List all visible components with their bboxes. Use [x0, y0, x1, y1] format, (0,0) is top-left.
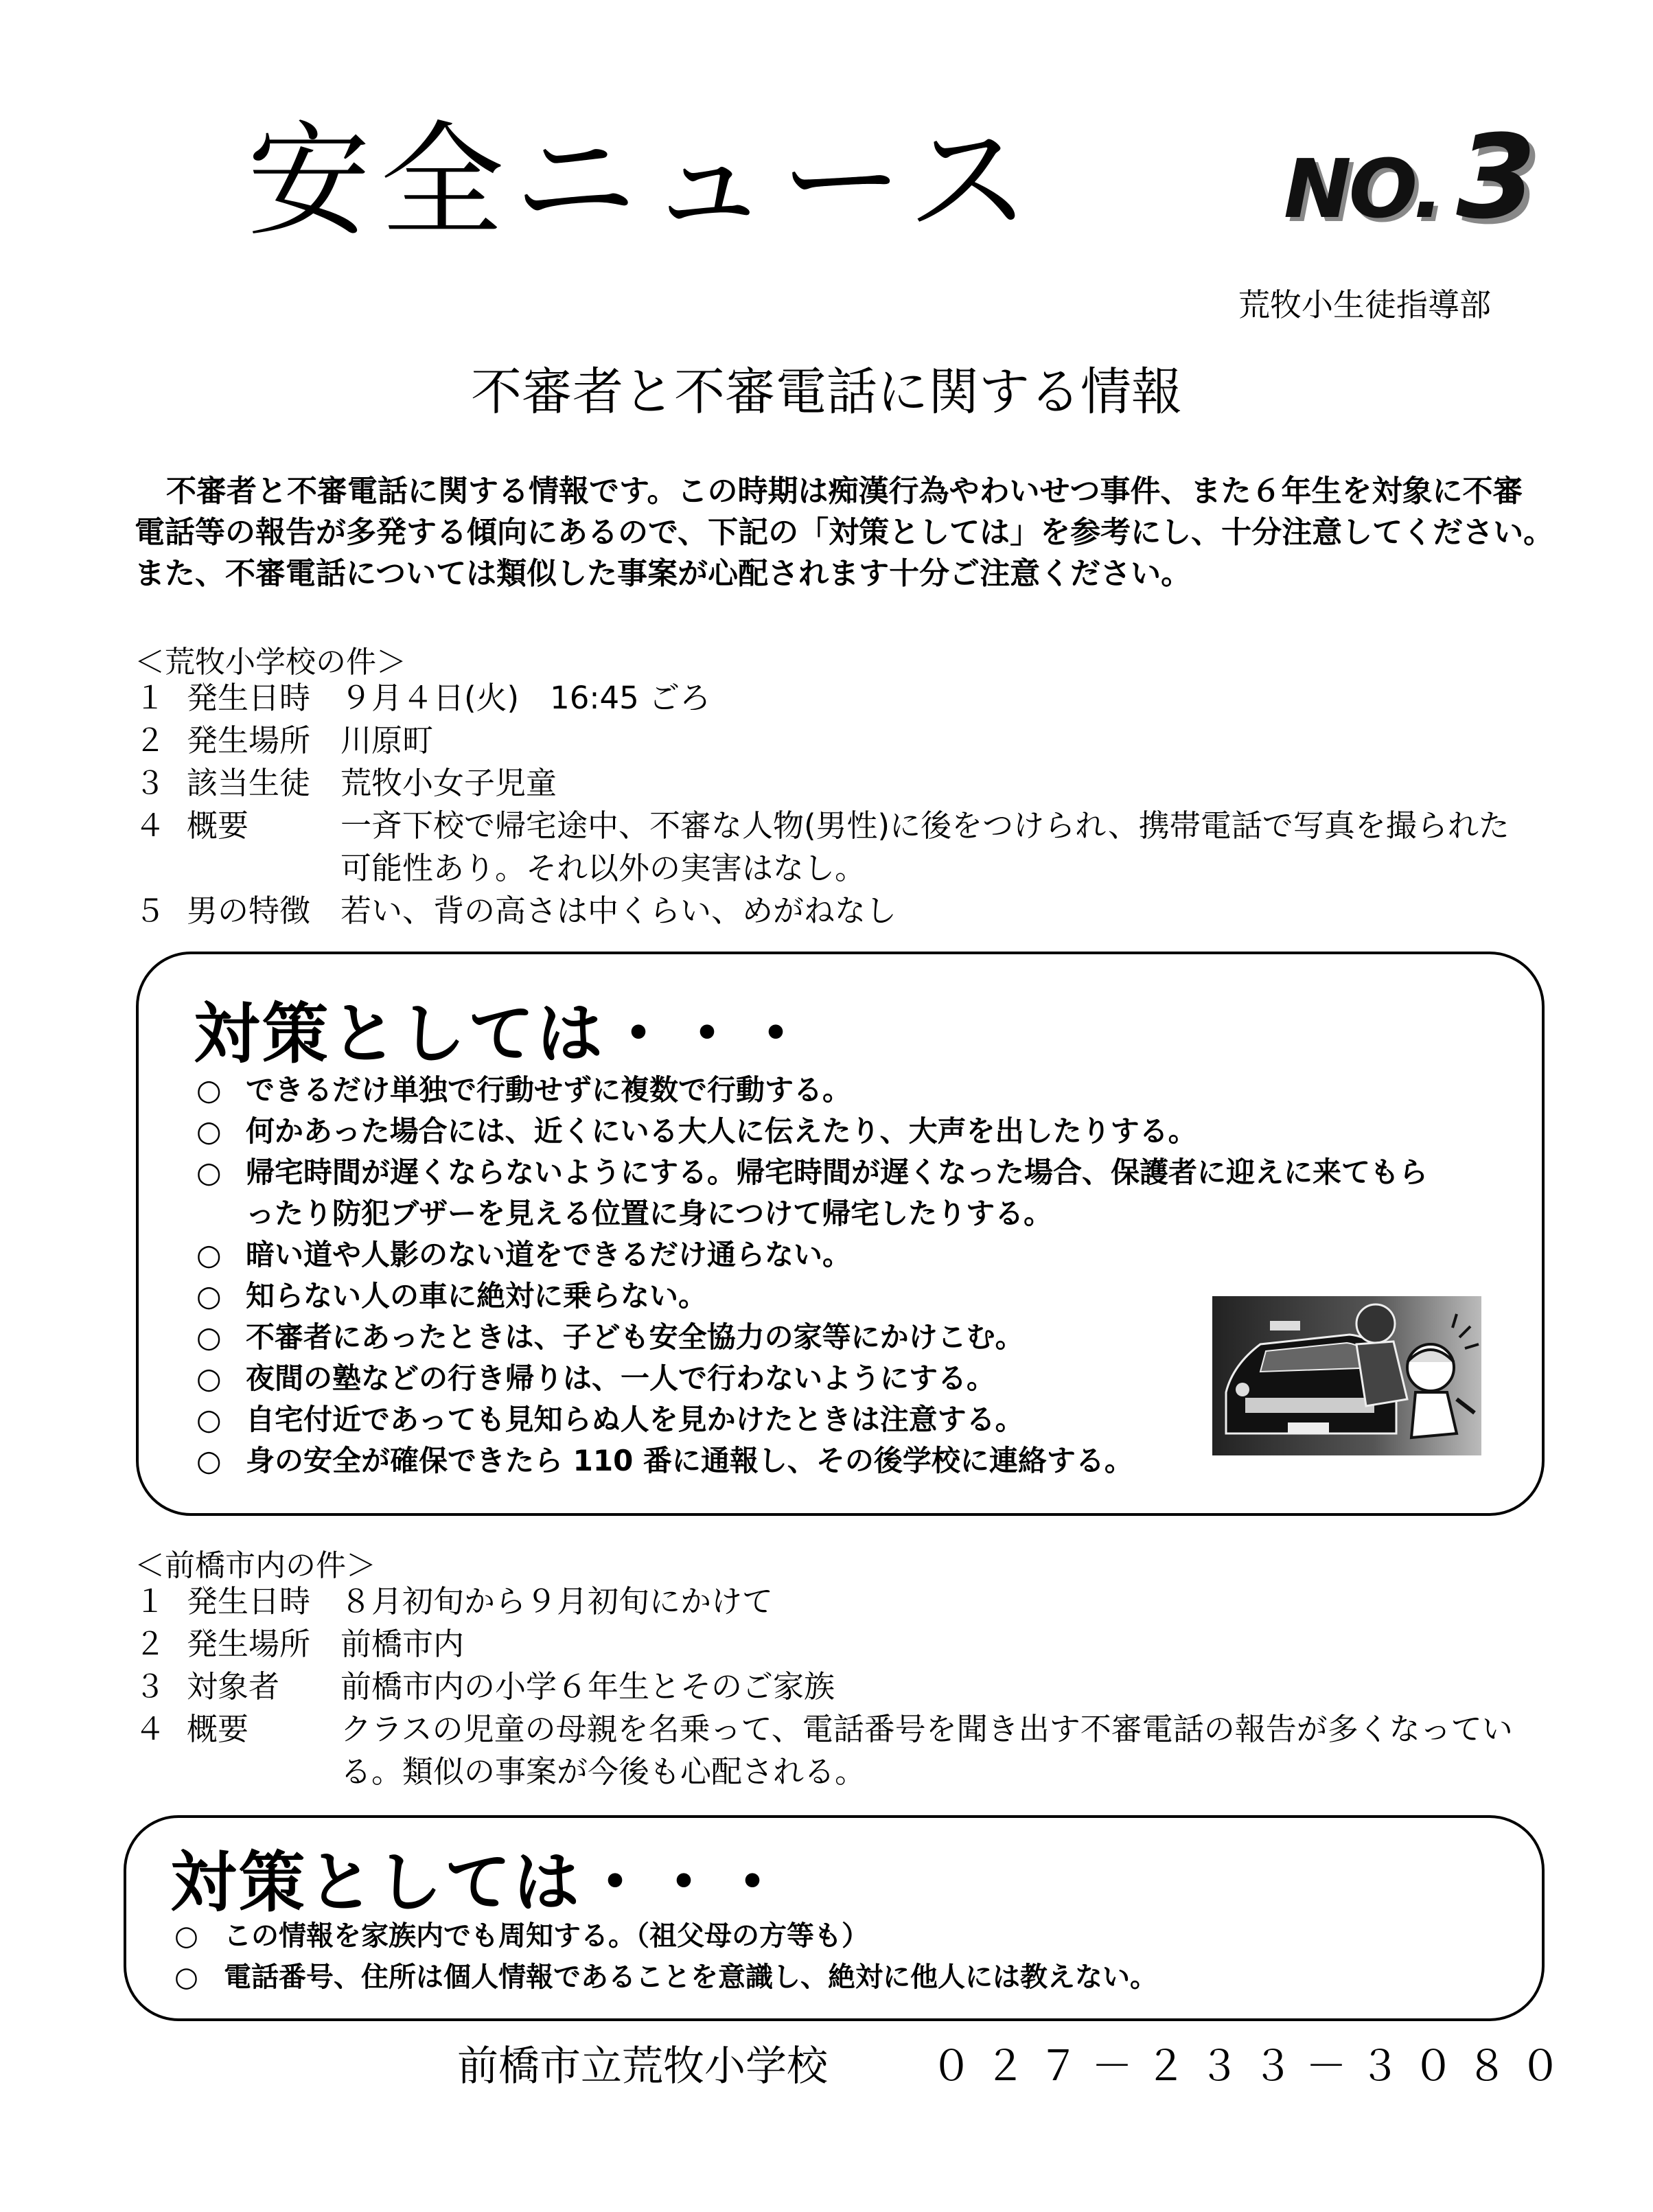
circle-bullet-icon: ○ — [196, 1155, 222, 1189]
measures-title: 対策としては・・・ — [194, 995, 811, 1072]
footer-contact — [457, 2034, 1573, 2093]
measure-text: 不審者にあったときは、子ども安全協力の家等にかけこむ。 — [246, 1320, 1024, 1354]
measure-item-continued — [196, 1193, 1556, 1234]
row-key: 発生場所 — [187, 722, 311, 759]
circle-bullet-icon: ○ — [196, 1238, 222, 1271]
incident1-row — [135, 805, 1549, 890]
measure-text: 自宅付近であっても見知らぬ人を見かけたときは注意する。 — [246, 1403, 1024, 1436]
measures-list — [174, 1915, 1534, 1998]
measure-item — [196, 1234, 1556, 1276]
car-and-child-illustration — [1212, 1296, 1481, 1455]
newsletter-title: 安全ニュース — [247, 110, 1041, 253]
measure-item — [196, 1152, 1556, 1193]
circle-bullet-icon: ○ — [196, 1114, 222, 1148]
measure-text: ったり防犯ブザーを見える位置に身につけて帰宅したりする。 — [246, 1197, 1053, 1230]
row-key: 発生日時 — [187, 1583, 311, 1620]
measures-title: 対策としては・・・ — [170, 1844, 788, 1921]
measure-item — [196, 1111, 1556, 1152]
circle-bullet-icon: ○ — [174, 1920, 198, 1952]
row-key: 男の特徴 — [187, 892, 311, 929]
circle-bullet-icon: ○ — [196, 1403, 222, 1436]
incident1-row — [135, 890, 1549, 932]
circle-bullet-icon: ○ — [196, 1279, 222, 1313]
row-value: 若い、背の高さは中くらい、めがねなし — [340, 892, 897, 929]
row-number: ４ — [135, 1711, 166, 1747]
row-number: １ — [135, 1583, 166, 1620]
measure-text: 暗い道や人影のない道をできるだけ通らない。 — [246, 1238, 852, 1271]
incident1-row — [135, 677, 1549, 719]
row-value: クラスの児童の母親を名乗って、電話番号を聞き出す不審電話の報告が多くなっている。類似の事案が今後も心配される。 — [340, 1711, 1513, 1790]
incident2-row — [135, 1580, 1549, 1623]
issue-digit: 3 — [1456, 110, 1537, 244]
incident2-row — [135, 1623, 1549, 1666]
intro-line: 電話等の報告が多発する傾向にあるので、下記の「対策としては」を参考にし、十分注意してください。 — [135, 515, 1554, 550]
intro-paragraph — [135, 471, 1554, 595]
row-number: ５ — [135, 892, 166, 929]
incident2-row — [135, 1666, 1549, 1708]
measure-text: 知らない人の車に絶対に乗らない。 — [246, 1279, 708, 1313]
row-key: 発生日時 — [187, 680, 311, 716]
row-key: 発生場所 — [187, 1626, 311, 1662]
measure-text: 帰宅時間が遅くならないようにする。帰宅時間が遅くなった場合、保護者に迎えに来てもら — [246, 1155, 1429, 1189]
issue-number — [1284, 110, 1536, 244]
row-value: 一斉下校で帰宅途中、不審な人物(男性)に後をつけられ、携帯電話で写真を撮られた可能性あり。それ以外の実害はなし。 — [340, 807, 1510, 886]
incident2-details — [135, 1580, 1549, 1793]
row-value: ８月初旬から９月初旬にかけて — [340, 1583, 774, 1620]
row-value: ９月４日(火) 16:45 ごろ — [340, 680, 711, 716]
measure-text: 何かあった場合には、近くにいる大人に伝えたり、大声を出したりする。 — [246, 1114, 1197, 1148]
circle-bullet-icon: ○ — [196, 1361, 222, 1395]
row-number: ４ — [135, 807, 166, 844]
intro-line: 不審者と不審電話に関する情報です。この時期は痴漢行為やわいせつ事件、また６年生を対象に不審 — [166, 474, 1523, 509]
incident2-title: ＜前橋市内の件＞ — [135, 1548, 376, 1583]
incident1-title: ＜荒牧小学校の件＞ — [135, 645, 406, 680]
incident1-row — [135, 762, 1549, 805]
row-key: 該当生徒 — [187, 765, 311, 801]
department-name: 荒牧小生徒指導部 — [1238, 286, 1491, 323]
measures-box-2 — [124, 1815, 1545, 2021]
incident2-row — [135, 1708, 1549, 1793]
row-number: ２ — [135, 722, 166, 759]
phone-number: ０２７－２３３－３０８０ — [931, 2042, 1573, 2090]
circle-bullet-icon: ○ — [196, 1320, 222, 1354]
row-value: 川原町 — [340, 722, 434, 759]
school-name: 前橋市立荒牧小学校 — [457, 2042, 828, 2090]
row-number: ３ — [135, 765, 166, 801]
issue-label: NO. — [1284, 141, 1442, 236]
circle-bullet-icon: ○ — [196, 1073, 222, 1107]
intro-line: また、不審電話については類似した事案が心配されます十分ご注意ください。 — [135, 556, 1192, 591]
row-key: 概要 — [187, 807, 249, 844]
row-key: 概要 — [187, 1711, 249, 1747]
incident1-details — [135, 677, 1549, 932]
incident1-row — [135, 719, 1549, 762]
circle-bullet-icon: ○ — [196, 1444, 222, 1477]
row-key: 対象者 — [187, 1668, 280, 1705]
measures-box-1 — [136, 952, 1545, 1516]
measure-text: この情報を家族内でも周知する。（祖父母の方等も） — [224, 1920, 869, 1952]
row-value: 荒牧小女子児童 — [340, 765, 557, 801]
measure-text: 夜間の塾などの行き帰りは、一人で行わないようにする。 — [246, 1361, 996, 1395]
measure-text: 電話番号、住所は個人情報であることを意識し、絶対に他人には教えない。 — [224, 1961, 1157, 1993]
row-number: １ — [135, 680, 166, 716]
page-heading: 不審者と不審電話に関する情報 — [471, 362, 1182, 422]
measure-item — [196, 1070, 1556, 1111]
circle-bullet-icon: ○ — [174, 1961, 198, 1993]
row-number: ２ — [135, 1626, 166, 1662]
measure-item — [174, 1957, 1534, 1998]
measure-text: 身の安全が確保できたら 110 番に通報し、その後学校に連絡する。 — [246, 1444, 1133, 1477]
row-value: 前橋市内 — [340, 1626, 465, 1662]
measure-item — [174, 1915, 1534, 1957]
row-number: ３ — [135, 1668, 166, 1705]
measure-text: できるだけ単独で行動せずに複数で行動する。 — [246, 1073, 852, 1107]
row-value: 前橋市内の小学６年生とそのご家族 — [340, 1668, 835, 1705]
